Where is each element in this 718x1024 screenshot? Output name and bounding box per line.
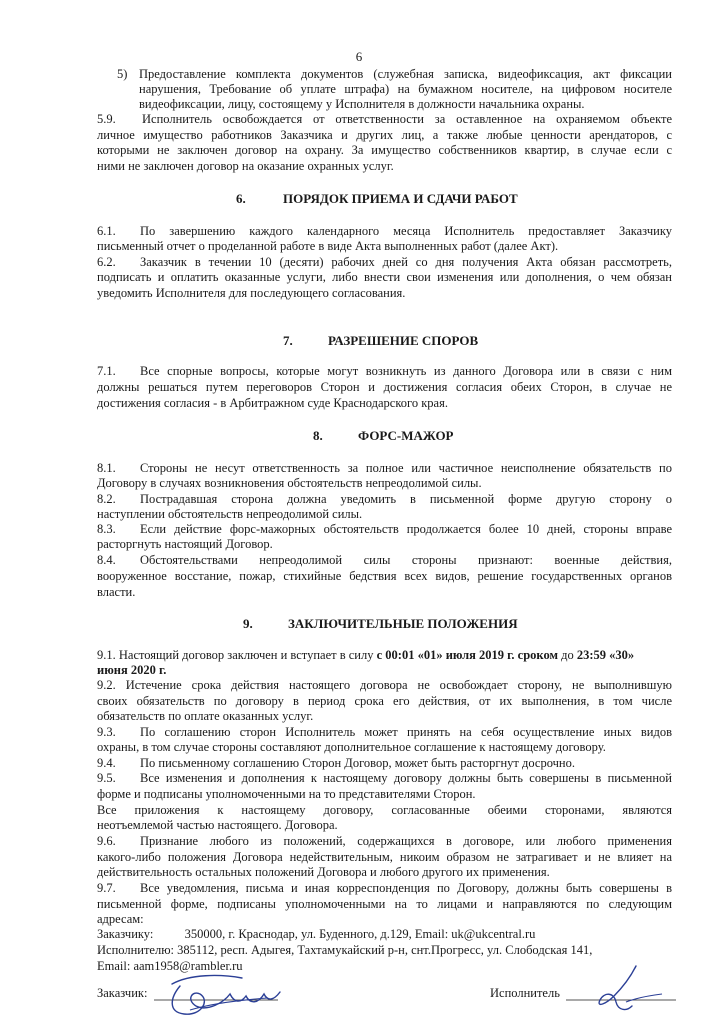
address-executor-email: Email: aam1958@rambler.ru: [97, 959, 243, 973]
p9-5-line-2: форме и подписаны уполномоченными на то представителями Сторон.: [97, 787, 476, 801]
page-number: 6: [355, 49, 363, 64]
executor-signature: [566, 962, 678, 1022]
item-5-line-1: Предоставление комплекта документов (служебная записка, видеофиксация, акт фиксации: [139, 67, 672, 81]
p5-9-line-1: Исполнитель освобождается от ответственности за оставленное на охраняемом объекте: [142, 112, 672, 126]
p9-1-until: до: [558, 648, 577, 662]
p5-9-line-3: которыми не заключен договор на охрану. За имущество собственников квартир, в случае если с: [97, 143, 672, 157]
p9-5b-line-2: неотъемлемой частью настоящего. Договора.: [97, 818, 338, 832]
p6-1-line-2: письменный отчет о проделанной работе в виде Акта выполненных работ (далее Акт).: [97, 239, 559, 253]
customer-signature-label: Заказчик:: [97, 986, 148, 1000]
p9-1-end-time: 23:59 «30»: [576, 648, 635, 662]
p9-7-line-3: адресам:: [97, 912, 144, 926]
p9-3-line-1: По соглашению сторон Исполнитель может принять на себя осуществление иных видов: [140, 725, 672, 739]
p8-3-line-2: расторгнуть настоящий Договор.: [97, 537, 273, 551]
section-7-title: РАЗРЕШЕНИЕ СПОРОВ: [328, 333, 479, 348]
p6-2-number: 6.2.: [97, 255, 116, 269]
address-executor: Исполнителю: 385112, респ. Адыгея, Тахтамукайский р-н, снт.Прогресс, ул. Слободская 141,: [97, 943, 593, 957]
p8-2-line-2: наступлении обстоятельств непреодолимой силы.: [97, 507, 363, 521]
p8-4-line-3: власти.: [97, 585, 136, 599]
p8-3-line-1: Если действие форс-мажорных обстоятельств продолжается более 10 дней, стороны вправе: [140, 522, 672, 536]
address-customer: Заказчику: 350000, г. Краснодар, ул. Буденного, д.129, Email: uk@ukcentral.ru: [97, 927, 536, 941]
p6-1-line-1: По завершению каждого календарного месяца Исполнитель предоставляет Заказчику: [140, 224, 672, 238]
p9-6-number: 9.6.: [97, 834, 116, 848]
p9-5-line-1: Все изменения и дополнения к настоящему договору должны быть совершены в письменной: [140, 771, 672, 785]
p9-4-line-1: По письменному соглашению Сторон Договор, может быть расторгнут досрочно.: [140, 756, 575, 770]
p9-7-line-2: письменной форме, подписаны уполномоченными на то лицами и направляются по следующим: [97, 897, 672, 911]
p8-1-line-1: Стороны не несут ответственность за полное или частичное неисполнение обязательств по: [140, 461, 672, 475]
p7-1-line-3: достижения согласия - в Арбитражном суде Краснодарского края.: [97, 396, 448, 410]
item-5-number: 5): [117, 67, 128, 81]
p9-3-number: 9.3.: [97, 725, 116, 739]
p5-9-number: 5.9.: [97, 112, 116, 126]
p6-1-number: 6.1.: [97, 224, 116, 238]
p8-4-line-1: Обстоятельствами непреодолимой силы стороны признают: военные действия,: [140, 553, 672, 567]
p9-5-number: 9.5.: [97, 771, 116, 785]
p9-6-line-3: действительность остальных положений Договора и любого другого их применения.: [97, 865, 550, 879]
p9-6-line-1: Признание любого из положений, содержащихся в договоре, или любого применения: [140, 834, 672, 848]
section-9-number: 9.: [243, 616, 253, 631]
p9-1-text: 9.1. Настоящий договор заключен и вступает в силу: [97, 648, 377, 662]
p9-3-line-2: охраны, в том случае стороны составляют дополнительное соглашение к настоящему договору.: [97, 740, 606, 754]
section-8-title: ФОРС-МАЖОР: [358, 428, 454, 443]
p5-9-line-4: ними не заключен договор на оказание охранных услуг.: [97, 159, 394, 173]
p8-2-number: 8.2.: [97, 492, 116, 506]
p5-9-line-2: личное имущество работников Заказчика и других лиц, а также любые ценности арендаторов, с: [97, 128, 672, 142]
p9-7-line-1: Все уведомления, письма и иная корреспонденция по Договору, должны быть совершены в: [140, 881, 672, 895]
section-8-number: 8.: [313, 428, 323, 443]
p8-1-line-2: Договору в случаях возникновения обстоятельств непреодолимой силы.: [97, 476, 482, 490]
p9-6-line-2: какого-либо положения Договора недействительным, никоим образом не затрагивает и не влияет на: [97, 850, 672, 864]
p8-3-number: 8.3.: [97, 522, 116, 536]
p7-1-line-2: должны решаться путем переговоров Сторон и достижения согласия обеих Сторон, в случае не: [97, 380, 672, 394]
p8-1-number: 8.1.: [97, 461, 116, 475]
p6-2-line-3: уведомить Исполнителя для последующего согласования.: [97, 286, 406, 300]
p6-2-line-2: подписать и оплатить оказанные услуги, либо внести свои изменения или дополнения, о чем обязан: [97, 270, 672, 284]
p9-1-end-date: июня 2020 г.: [97, 663, 167, 677]
p8-4-line-2: вооруженное восстание, пожар, стихийные бедствия всех видов, решение государственных органов: [97, 569, 672, 583]
executor-signature-label: Исполнитель: [490, 986, 560, 1000]
p9-2-line-2: своих обязательств по договору в период срока его действия, от их выполнения, в том числе: [97, 694, 672, 708]
section-6-number: 6.: [236, 191, 246, 206]
p8-4-number: 8.4.: [97, 553, 116, 567]
p9-1-start-date: с 00:01 «01» июля 2019 г. сроком: [376, 648, 558, 662]
item-5-line-3: видеофиксации, лицу, состоящему у Исполнителя в должности начальника охраны.: [139, 97, 585, 111]
p9-2-line-3: обязательств по оплате оказанных услуг.: [97, 709, 314, 723]
section-6-title: ПОРЯДОК ПРИЕМА И СДАЧИ РАБОТ: [283, 191, 518, 206]
p9-7-number: 9.7.: [97, 881, 116, 895]
p7-1-line-1: Все спорные вопросы, которые могут возникнуть из данного Договора или в связи с ним: [140, 364, 672, 378]
p6-2-line-1: Заказчик в течении 10 (десяти) рабочих дней со дня получения Акта обязан рассмотреть,: [140, 255, 672, 269]
customer-signature: [150, 964, 290, 1024]
p9-1-line-1: [97, 648, 634, 663]
section-7-number: 7.: [283, 333, 293, 348]
section-9-title: ЗАКЛЮЧИТЕЛЬНЫЕ ПОЛОЖЕНИЯ: [288, 616, 518, 631]
p9-4-number: 9.4.: [97, 756, 116, 770]
p9-2-line-1: 9.2. Истечение срока действия настоящего договора не освобождает сторону, не выполнившую: [97, 678, 672, 692]
p9-5b-line-1: Все приложения к настоящему договору, согласованные обеими сторонами, являются: [97, 803, 672, 817]
item-5-line-2: нарушения, Требование об уплате штрафа) на бумажном носителе, на цифровом носителе: [139, 82, 672, 96]
p8-2-line-1: Пострадавшая сторона должна уведомить в письменной форме другую сторону о: [140, 492, 672, 506]
p7-1-number: 7.1.: [97, 364, 116, 378]
